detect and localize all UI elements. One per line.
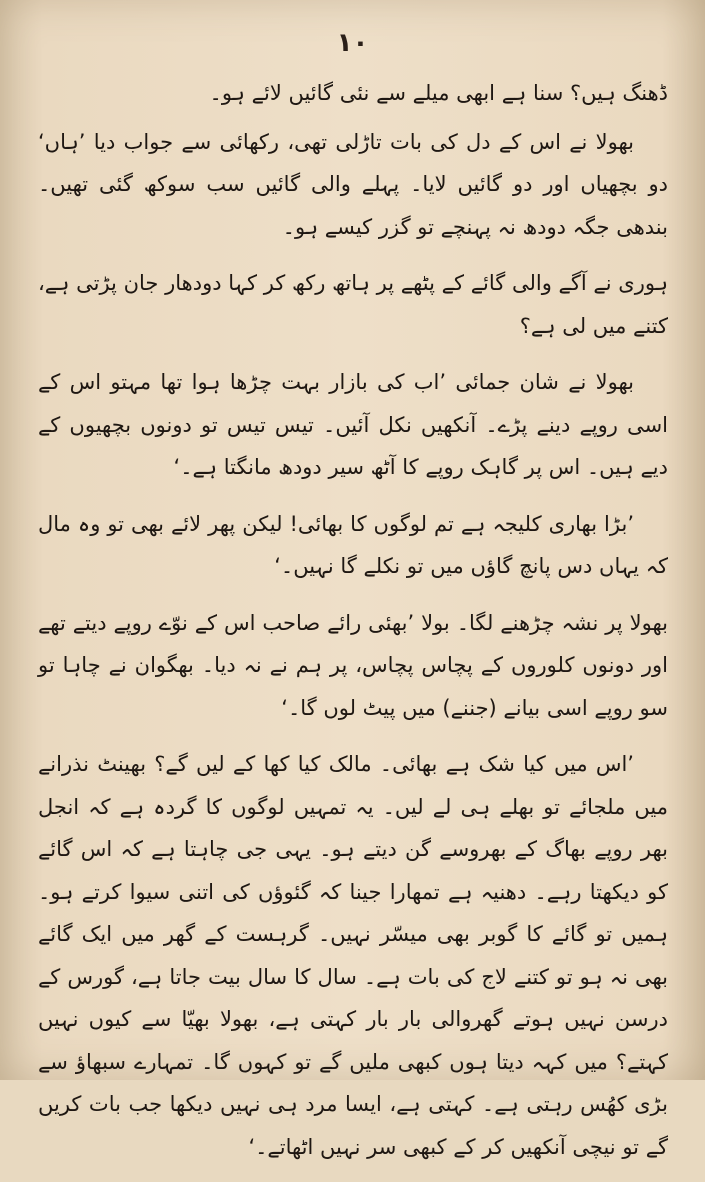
paragraph: ’اس میں کیا شک ہے بھائی۔ مالک کیا کھا کے لیں گے؟ بھینٹ نذرانے میں ملجائے تو بھلے ہی لے لیں۔ یہ تمہیں لوگوں کا گردہ ہے کہ انجل بھر روپے بھاگ کے بھروسے گن دیتے ہو۔ یہی جی چاہتا ہے کہ اس گائے کو دیکھتا رہے۔ دھنیہ ہے تمھارا جینا کہ گئوؤں کی اتنی سیوا کرتے ہو۔ ہمیں تو گائے کا گوبر بھی میسّر نہیں۔ گرہست کے گھر میں ایک گائے بھی نہ ہو تو کتنے لاج کی بات ہے۔ سال کا سال بیت جاتا ہے، گورس کے درسن نہیں ہوتے گھروالی بار بار کہتی ہے، بھولا بھیّا سے کیوں نہیں کہتے؟ میں کہہ دیتا ہوں کبھی ملیں گے تو کہوں گا۔ تمہارے سبھاؤ سے بڑی کھُس رہتی ہے۔ کہتی ہے، ایسا مرد ہی نہیں دیکھا جب بات کریں گے تو نیچی آنکھیں کر کے کبھی سر نہیں اٹھاتے۔‘ bbox=[38, 752, 668, 1159]
paragraph: ہوری نے آگے والی گائے کے پٹھے پر ہاتھ رکھ کر کہا دودھار جان پڑتی ہے، کتنے میں لی ہے؟ bbox=[38, 271, 668, 338]
paragraph: بھولا نے شان جمائی ’اب کی بازار بہت چڑھا ہوا تھا مہتو اس کے اسی روپے دینے پڑے۔ آنکھیں نکل آئیں۔ تیس تیس تو دونوں بچھیوں کے دیے ہیں۔ اس پر گاہک روپے کا آٹھ سیر دودھ مانگتا ہے۔‘ bbox=[38, 370, 668, 479]
paragraph: ’بڑا بھاری کلیجہ ہے تم لوگوں کا بھائی! لیکن پھر لائے بھی تو وہ مال کہ یہاں دس پانچ گاؤں میں تو نکلے گا نہیں۔‘ bbox=[38, 511, 668, 578]
page-text bbox=[38, 72, 668, 1182]
page-number: ۱۰ bbox=[336, 28, 369, 58]
paragraph: بھولا پر نشہ چڑھنے لگا۔ بولا ’بھئی رائے صاحب اس کے نوّے روپے دیتے تھے اور دونوں کلوروں کے پچاس پچاس، پر ہم نے نہ دیا۔ بھگوان نے چاہا تو سو روپے اسی بیانے (جننے) میں پیٹ لوں گا۔‘ bbox=[38, 610, 668, 720]
paragraph: ڈھنگ ہیں؟ سنا ہے ابھی میلے سے نئی گائیں لائے ہو۔ bbox=[209, 81, 668, 105]
paragraph: بھولا نے اس کے دل کی بات تاڑلی تھی، رکھائی سے جواب دیا ’ہاں‘ دو بچھیاں اور دو گائیں لایا۔ پہلے والی گائیں سب سوکھ گئی تھیں۔ بندھی جگہ دودھ نہ پہنچے تو گزر کیسے ہو۔ bbox=[38, 129, 668, 239]
